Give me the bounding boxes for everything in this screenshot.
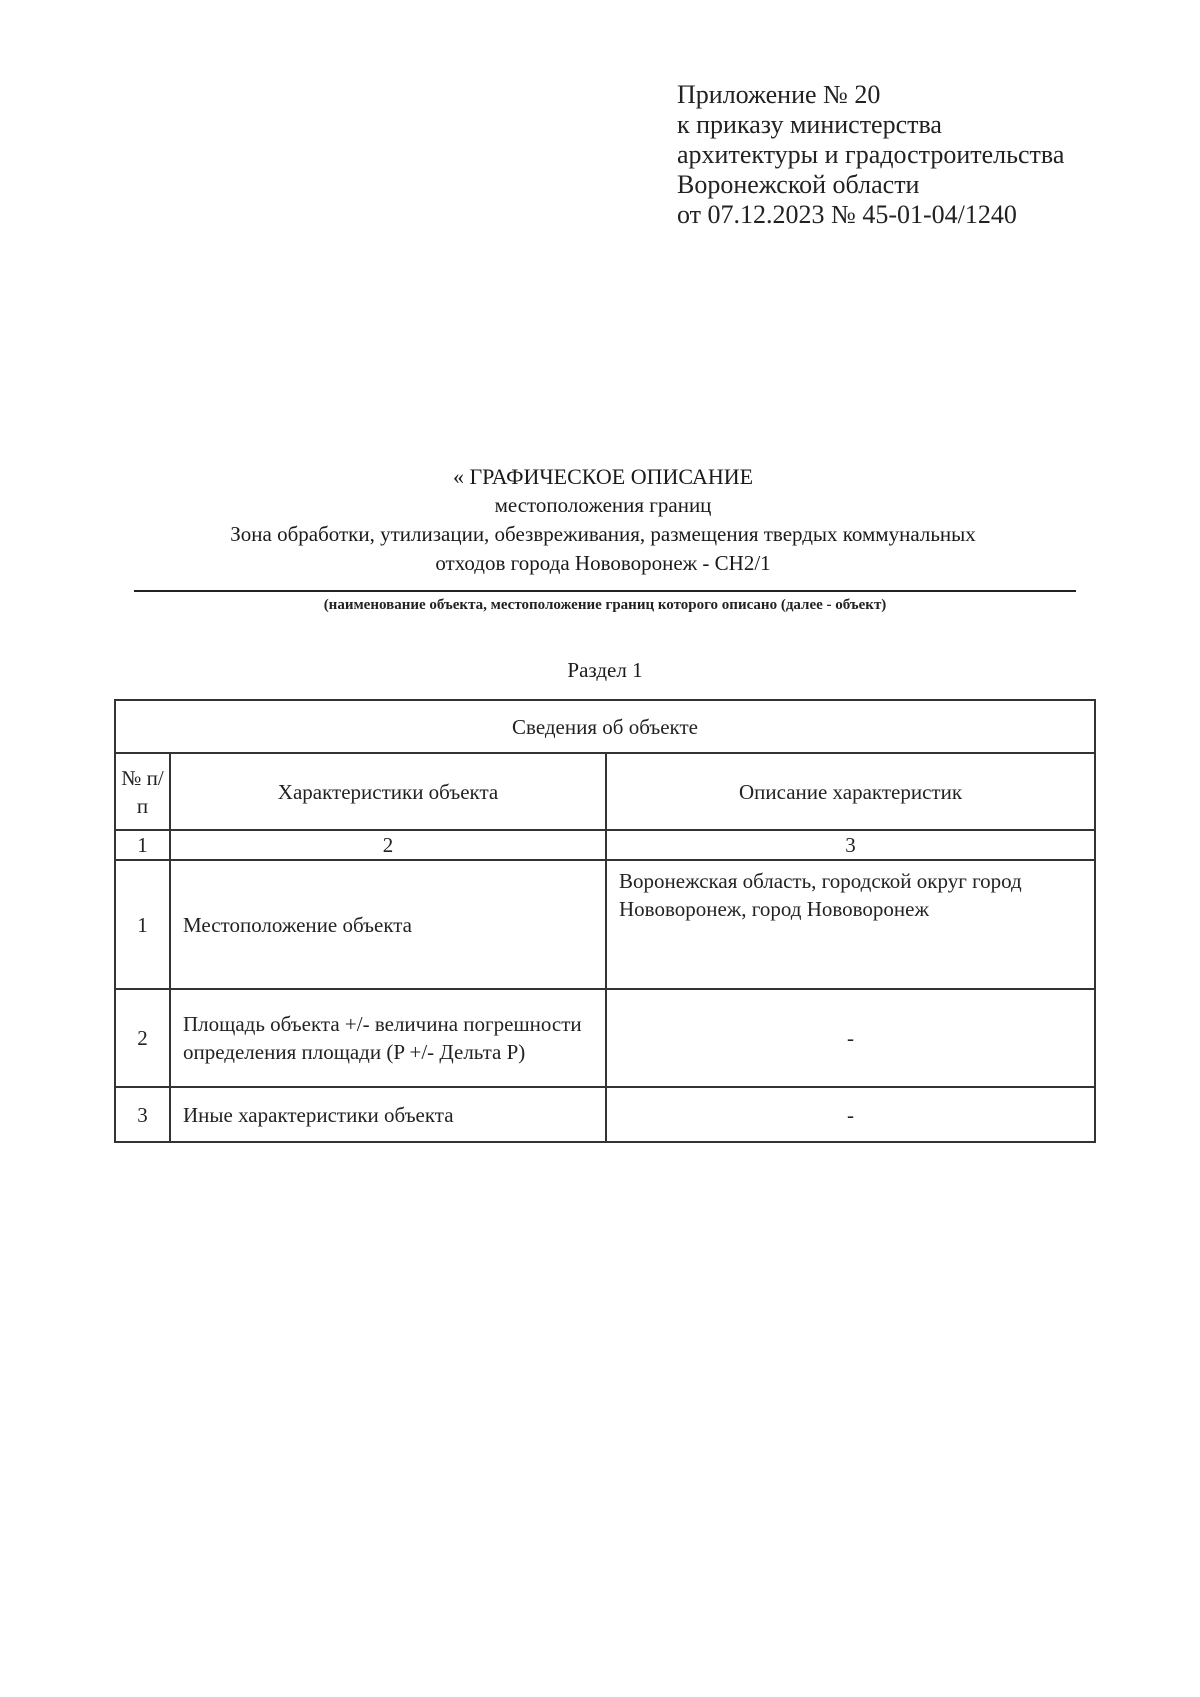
column-number-row [115,830,1095,860]
appendix-line: Приложение № 20 [677,80,881,109]
column-index: 3 [606,830,1095,860]
row-characteristic: Площадь объекта +/- величина погрешности определения площади (P +/- Дельта P) [170,989,606,1087]
appendix-header [677,80,1064,230]
document-title [130,462,1076,578]
row-description: - [606,1087,1095,1142]
row-number: 3 [115,1087,170,1142]
table-caption-row [115,700,1095,753]
appendix-line: Воронежской области [677,170,920,199]
appendix-line: архитектуры и градостроительства [677,140,1065,169]
table-row [115,989,1095,1087]
object-name-line: Зона обработки, утилизации, обезвреживания, размещения твердых коммунальных [230,522,976,546]
appendix-line: от 07.12.2023 № 45-01-04/1240 [677,200,1017,229]
appendix-line: к приказу министерства [677,110,942,139]
title-heading: « ГРАФИЧЕСКОЕ ОПИСАНИЕ [452,464,754,489]
title-underline [134,590,1076,592]
column-index: 1 [115,830,170,860]
title-subheading: местоположения границ [494,493,712,517]
table-header-row [115,753,1095,830]
section-label: Раздел 1 [567,658,643,682]
object-info-table [114,699,1096,1143]
row-characteristic: Местоположение объекта [170,860,606,989]
table-row [115,1087,1095,1142]
object-name-line: отходов города Нововоронеж - СН2/1 [435,551,771,575]
column-index: 2 [170,830,606,860]
row-description: - [606,989,1095,1087]
column-header-description: Описание характеристик [606,753,1095,830]
row-number: 1 [115,860,170,989]
row-description: Воронежская область, городской округ город Нововоронеж, город Нововоронеж [606,860,1095,989]
object-caption: (наименование объекта, местоположение границ которого описано (далее - объект) [323,597,887,613]
table-row [115,860,1095,989]
column-header-characteristic: Характеристики объекта [170,753,606,830]
row-number: 2 [115,989,170,1087]
table-caption: Сведения об объекте [115,700,1095,753]
column-header-number: № п/п [115,753,170,830]
row-characteristic: Иные характеристики объекта [170,1087,606,1142]
